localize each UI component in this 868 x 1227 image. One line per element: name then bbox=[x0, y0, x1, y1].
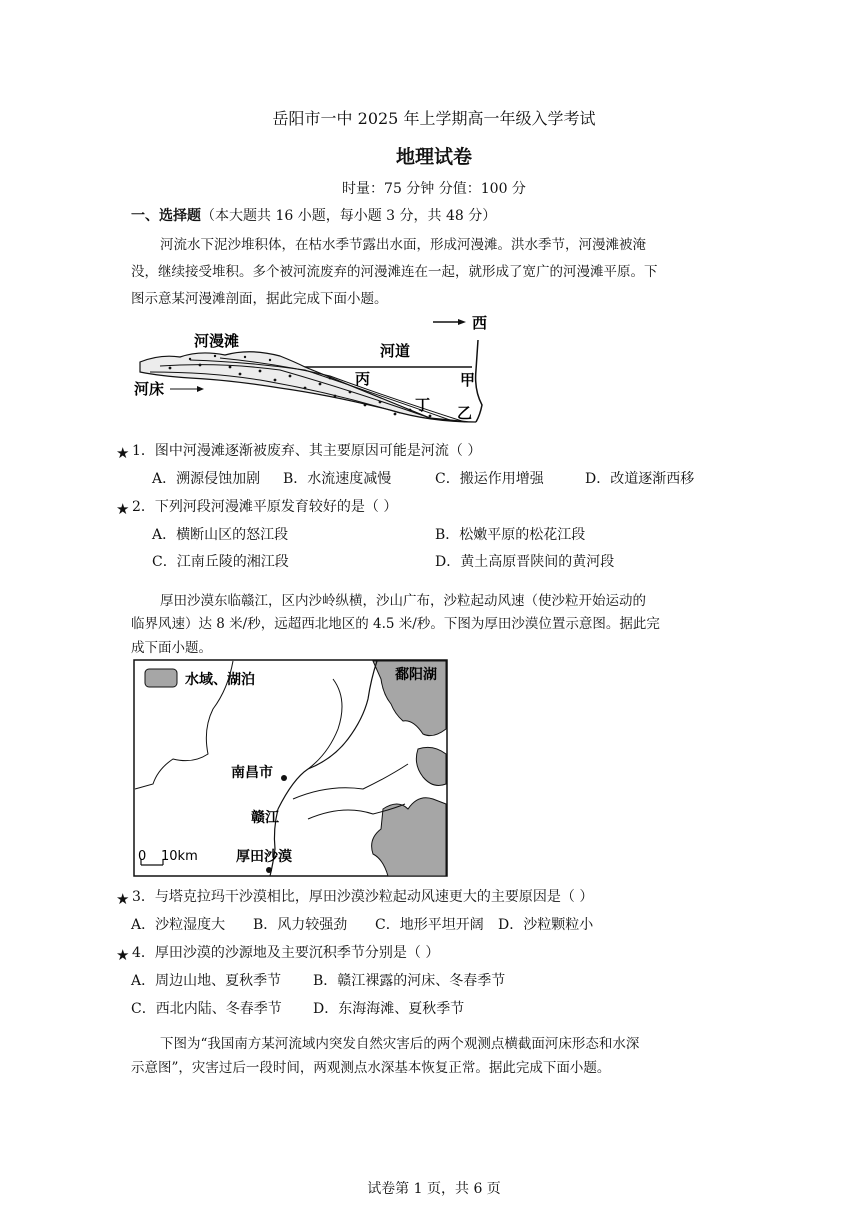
label-jia: 甲 bbox=[460, 371, 476, 389]
passage1-line2: 没，继续接受堆积。多个被河流废弃的河漫滩连在一起，就形成了宽广的河漫滩平原。下 bbox=[131, 264, 658, 280]
q1-option-d: D．改道逐渐西移 bbox=[585, 471, 695, 487]
q1-option-c: C．搬运作用增强 bbox=[435, 471, 544, 487]
riverbed-pointer-head bbox=[197, 386, 204, 392]
q2-option-c: C．江南丘陵的湘江段 bbox=[152, 554, 289, 570]
q3-option-b: B．风力较强劲 bbox=[253, 917, 348, 933]
star-mark-q2: ★ bbox=[116, 500, 130, 518]
riverbed-label: 河床 bbox=[134, 380, 165, 398]
q3-option-a: A．沙粒湿度大 bbox=[131, 917, 226, 933]
q4-option-a: A．周边山地、夏秋季节 bbox=[131, 973, 282, 989]
label-yi: 乙 bbox=[457, 404, 473, 422]
passage1-line1: 河流水下泥沙堆积体，在枯水季节露出水面，形成河漫滩。洪水季节，河漫滩被淹 bbox=[160, 237, 646, 253]
q4-option-b: B．赣江裸露的河床、冬春季节 bbox=[313, 973, 506, 989]
school-title: 岳阳市一中 2025 年上学期高一年级入学考试 bbox=[272, 109, 596, 128]
exam-meta: 时量：75 分钟 分值：100 分 bbox=[342, 181, 526, 197]
houtian-dot bbox=[266, 867, 272, 873]
nanchang-label: 南昌市 bbox=[231, 765, 273, 781]
passage1-line3: 图示意某河漫滩剖面，据此完成下面小题。 bbox=[131, 291, 388, 307]
label-ding: 丁 bbox=[415, 396, 431, 414]
scale-zero: 0 bbox=[138, 849, 147, 864]
right-bank bbox=[476, 340, 482, 422]
q3-option-c: C．地形平坦开阔 bbox=[375, 917, 484, 933]
passage2-line1: 厚田沙漠东临赣江，区内沙岭纵横，沙山广布，沙粒起动风速（使沙粒开始运动的 bbox=[160, 593, 646, 609]
q2-option-a: A．横断山区的怒江段 bbox=[152, 527, 289, 543]
star-mark-q3: ★ bbox=[116, 890, 130, 908]
section-note: （本大题共 16 小题，每小题 3 分，共 48 分） bbox=[201, 208, 497, 224]
south-water bbox=[372, 798, 446, 876]
floodplain-section-figure bbox=[130, 310, 500, 430]
q1-stem: 1．图中河漫滩逐渐被废弃、其主要原因可能是河流（ ） bbox=[132, 443, 482, 459]
q4-option-c: C．西北内陆、冬春季节 bbox=[131, 1001, 282, 1017]
q4-option-d: D．东海海滩、夏秋季节 bbox=[313, 1001, 465, 1017]
houtian-label: 厚田沙漠 bbox=[236, 849, 292, 865]
q1-option-b: B．水流速度减慢 bbox=[283, 471, 392, 487]
star-mark-q4: ★ bbox=[116, 946, 130, 964]
passage3-line2: 示意图”，灾害过后一段时间，两观测点水深基本恢复正常。据此完成下面小题。 bbox=[131, 1060, 611, 1076]
passage2-line3: 成下面小题。 bbox=[131, 640, 212, 656]
q2-option-b: B．松嫩平原的松花江段 bbox=[435, 527, 586, 543]
passage3-line1: 下图为“我国南方某河流域内突发自然灾害后的两个观测点横截面河床形态和水深 bbox=[160, 1036, 640, 1052]
floodplain-label: 河漫滩 bbox=[194, 332, 240, 350]
star-mark-q1: ★ bbox=[116, 444, 130, 462]
q3-stem: 3．与塔克拉玛干沙漠相比，厚田沙漠沙粒起动风速更大的主要原因是（ ） bbox=[132, 889, 594, 905]
scale-km: 10km bbox=[161, 849, 198, 864]
section-heading bbox=[131, 205, 496, 225]
poyang-label: 鄱阳湖 bbox=[395, 667, 437, 683]
channel-label: 河道 bbox=[380, 342, 411, 360]
ganjiang-label: 赣江 bbox=[251, 810, 279, 826]
west-arrow-head bbox=[458, 319, 466, 325]
legend-swatch bbox=[145, 669, 177, 687]
legend-label: 水域、湖泊 bbox=[185, 672, 255, 688]
q2-stem: 2．下列河段河漫滩平原发育较好的是（ ） bbox=[132, 499, 398, 515]
label-bing: 丙 bbox=[355, 370, 371, 388]
passage2-line2: 临界风速）达 8 米/秒，远超西北地区的 4.5 米/秒。下图为厚田沙漠位置示意图。据此完 bbox=[131, 616, 660, 632]
section-title: 一、选择题 bbox=[131, 208, 201, 224]
q1-option-a: A．溯源侵蚀加剧 bbox=[152, 471, 261, 487]
west-label: 西 bbox=[472, 314, 488, 332]
houtian-desert-map bbox=[133, 659, 448, 877]
nanchang-dot bbox=[281, 775, 287, 781]
subject-title: 地理试卷 bbox=[395, 146, 472, 168]
q3-option-d: D．沙粒颗粒小 bbox=[498, 917, 594, 933]
q4-stem: 4．厚田沙漠的沙源地及主要沉积季节分别是（ ） bbox=[132, 945, 440, 961]
q2-option-d: D．黄土高原晋陕间的黄河段 bbox=[435, 554, 615, 570]
page-footer: 试卷第 1 页，共 6 页 bbox=[367, 1181, 501, 1197]
